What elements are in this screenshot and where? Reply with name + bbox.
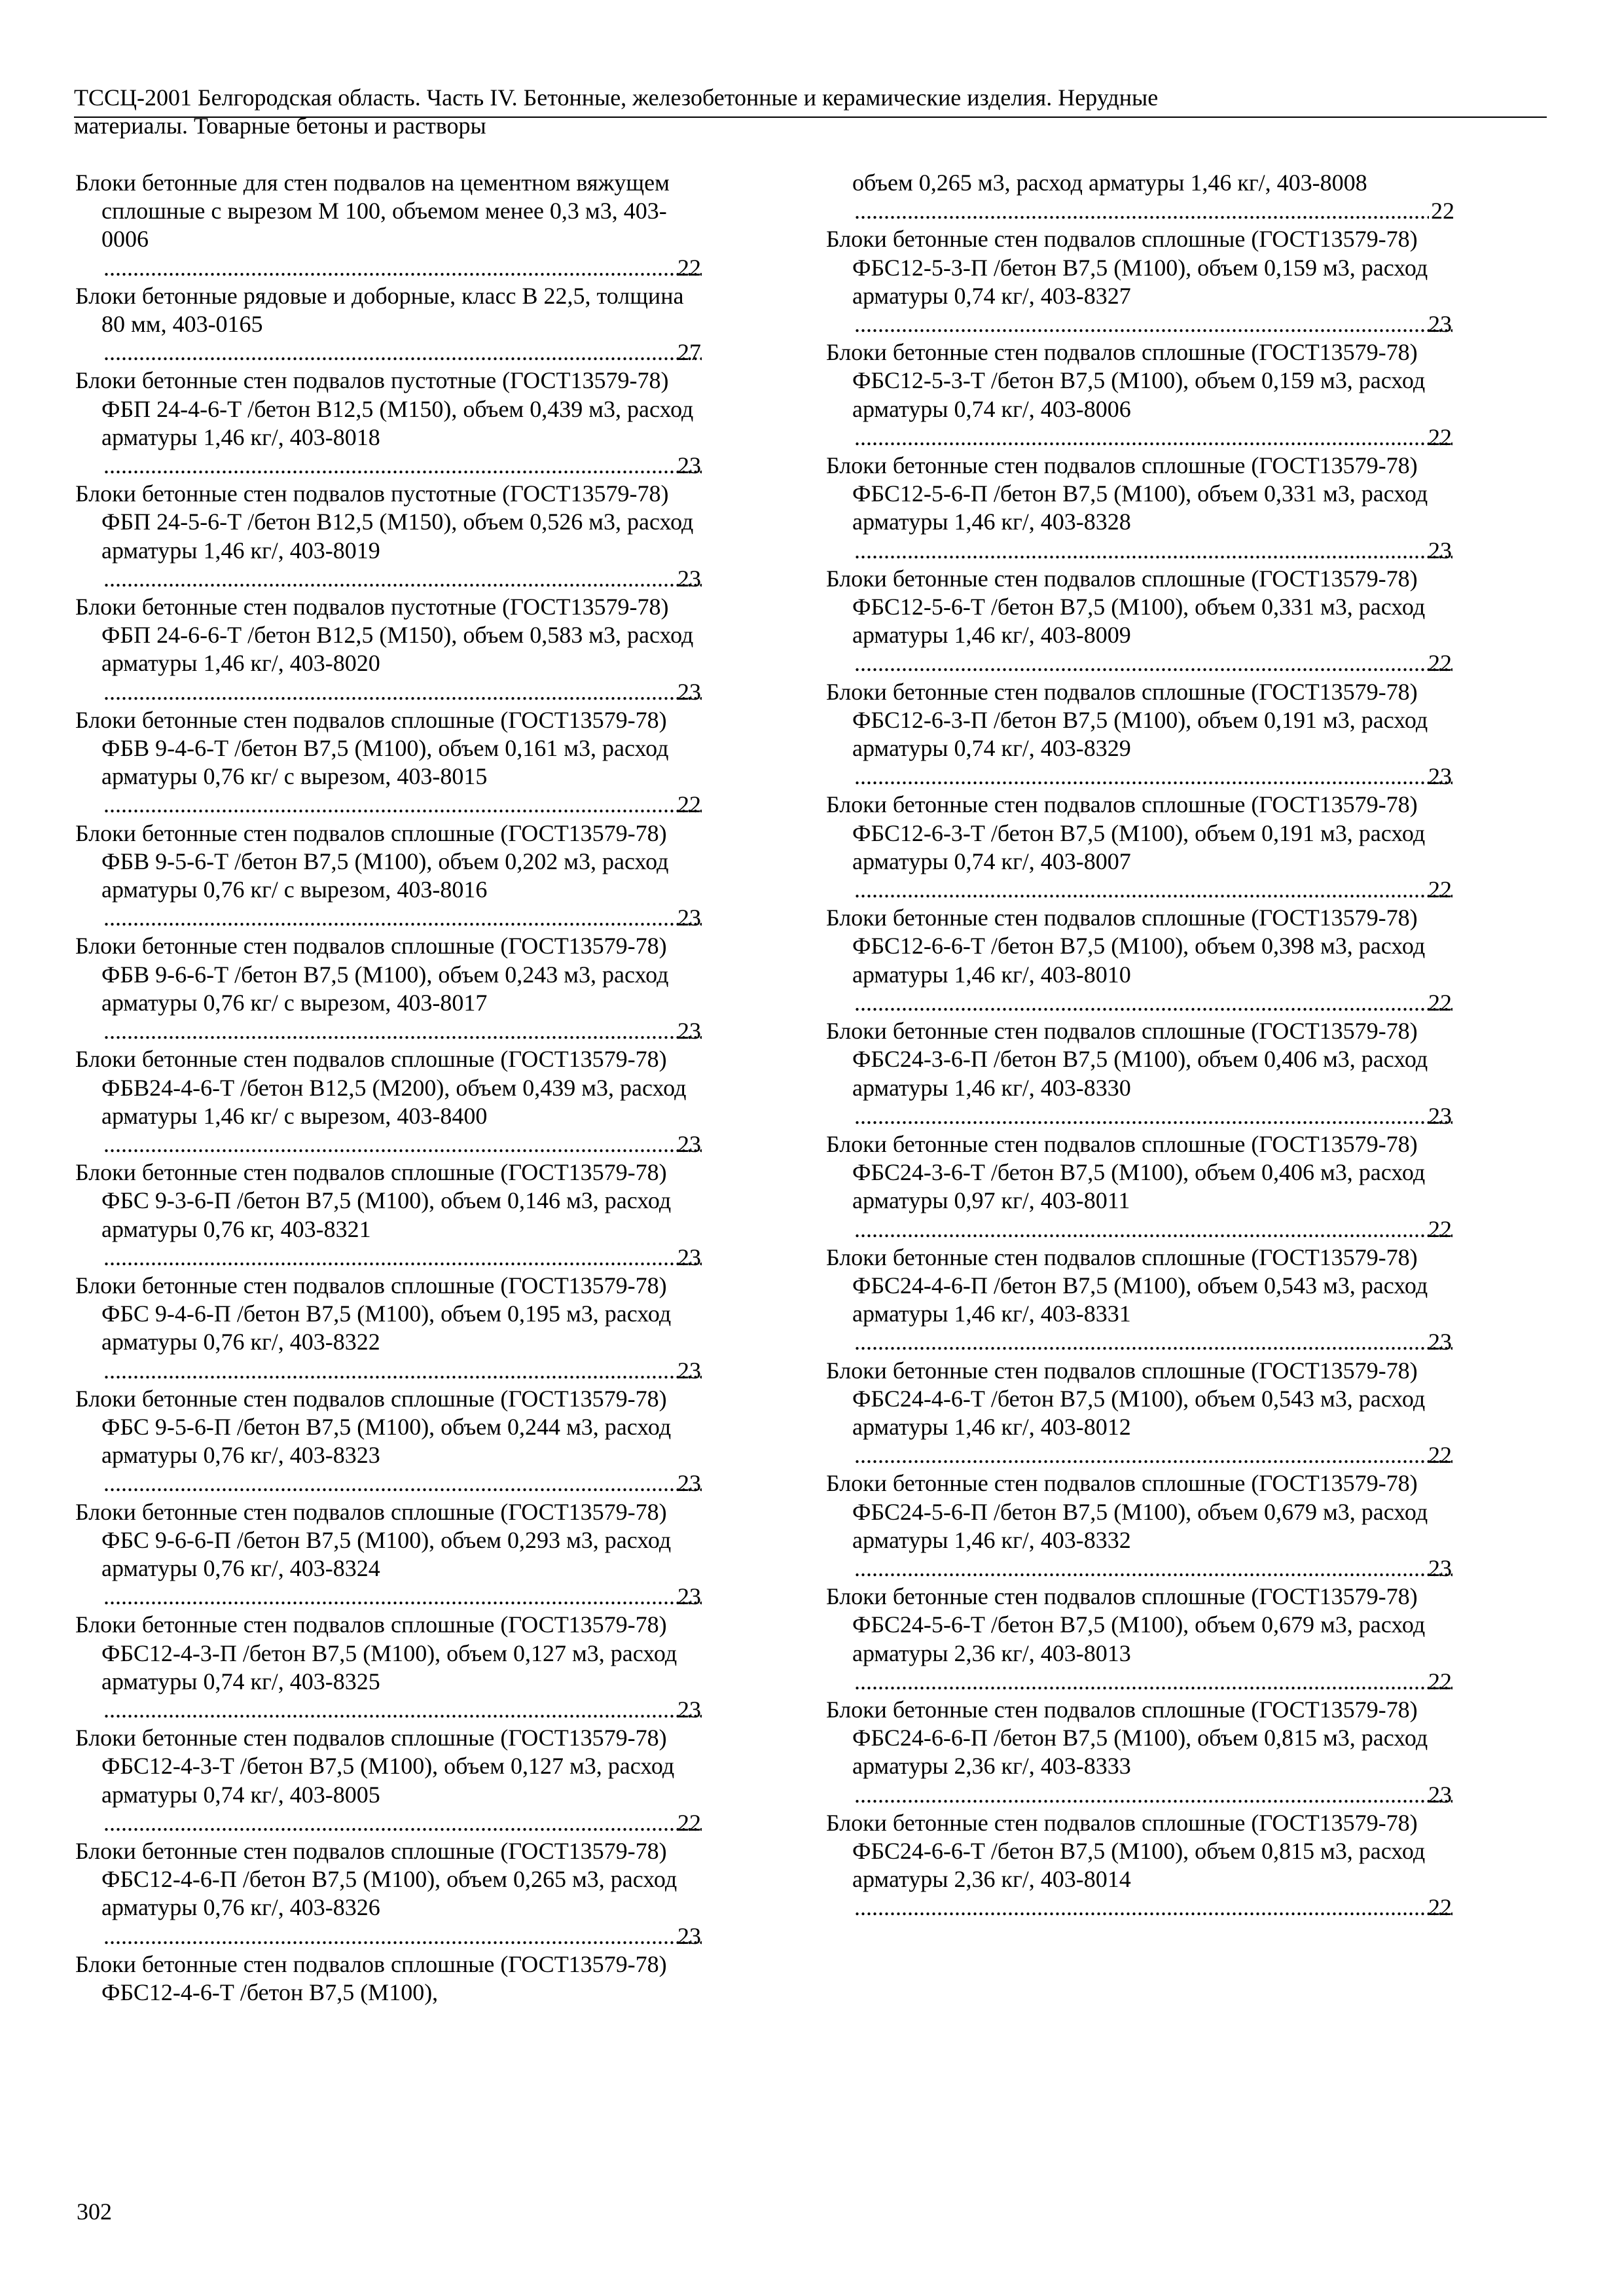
- entry-text: Блоки бетонные стен подвалов сплошные (ГОСТ13579-78) ФБС24-5-6-П /бетон В7,5 (М100), объем 0,679 м3, расход арматуры 1,46 кг/, 403-8332: [826, 1470, 1428, 1553]
- entry-leader: ..... 22: [101, 254, 704, 282]
- entry-text: объем 0,265 м3, расход арматуры 1,46 кг/, 403-8008: [852, 170, 1367, 196]
- index-entry: [826, 1809, 1454, 1922]
- index-entry: [75, 1950, 704, 2007]
- index-entry: [826, 791, 1454, 904]
- index-entry: [75, 282, 704, 367]
- index-entry: [826, 1130, 1454, 1244]
- index-entry: [826, 904, 1454, 1017]
- entry-leader: ..... 22: [852, 649, 1454, 677]
- entry-leader: ..... 22: [852, 423, 1454, 452]
- index-entry: [826, 1583, 1454, 1696]
- entry-text: Блоки бетонные стен подвалов сплошные (ГОСТ13579-78) ФБС 9-5-6-П /бетон В7,5 (М100), объем 0,244 м3, расход арматуры 0,76 кг/, 403-8323: [75, 1385, 672, 1469]
- index-entry: [75, 169, 704, 282]
- index-entry: [826, 452, 1454, 565]
- leader-dots: [103, 1244, 702, 1272]
- leader-dots: [103, 1130, 702, 1158]
- leader-dots: [103, 678, 702, 706]
- index-entry: [826, 225, 1454, 338]
- entry-leader: ..... 23: [852, 762, 1454, 791]
- leader-dots: [854, 989, 1453, 1017]
- leader-dots: [103, 565, 702, 593]
- entry-leader: ..... 23: [101, 1922, 704, 1950]
- leader-dots: [103, 1017, 702, 1045]
- running-header: [74, 84, 1547, 140]
- entry-text: Блоки бетонные стен подвалов сплошные (ГОСТ13579-78) ФБС12-6-3-Т /бетон В7,5 (М100), объем 0,191 м3, расход арматуры 0,74 кг/, 403-8007: [826, 791, 1426, 874]
- index-entry: [826, 1469, 1454, 1583]
- entry-text: Блоки бетонные стен подвалов сплошные (ГОСТ13579-78) ФБС12-5-6-П /бетон В7,5 (М100), объем 0,331 м3, расход арматуры 1,46 кг/, 403-8328: [826, 452, 1428, 535]
- entry-leader: ..... 23: [101, 1130, 704, 1158]
- entry-text: Блоки бетонные стен подвалов сплошные (ГОСТ13579-78) ФБС12-5-3-П /бетон В7,5 (М100), объем 0,159 м3, расход арматуры 0,74 кг/, 403-8327: [826, 226, 1428, 309]
- entry-leader: ..... 23: [852, 537, 1454, 565]
- entry-leader: ..... 22: [852, 1215, 1454, 1244]
- entry-text: Блоки бетонные стен подвалов сплошные (ГОСТ13579-78) ФБС24-6-6-П /бетон В7,5 (М100), объем 0,815 м3, расход арматуры 2,36 кг/, 403-8333: [826, 1696, 1428, 1780]
- entry-text: Блоки бетонные стен подвалов сплошные (ГОСТ13579-78) ФБС12-4-3-Т /бетон В7,5 (М100), объем 0,127 м3, расход арматуры 0,74 кг/, 403-8005: [75, 1725, 675, 1808]
- index-entry: [75, 1272, 704, 1385]
- entry-text: Блоки бетонные стен подвалов пустотные (ГОСТ13579-78) ФБП 24-4-6-Т /бетон В12,5 (М150), объем 0,439 м3, расход арматуры 1,46 кг/, 403-8018: [75, 367, 694, 450]
- index-entry: [75, 1498, 704, 1611]
- leader-dots: [854, 423, 1453, 452]
- index-entry: [826, 338, 1454, 452]
- entry-text: Блоки бетонные стен подвалов сплошные (ГОСТ13579-78) ФБС12-4-6-Т /бетон В7,5 (М100),: [75, 1950, 667, 2005]
- index-entry: [75, 1385, 704, 1498]
- entry-leader: ..... 23: [101, 1696, 704, 1724]
- leader-dots: [103, 1469, 702, 1498]
- leader-dots: [103, 1922, 702, 1950]
- entry-leader: ..... 22: [852, 989, 1454, 1017]
- entry-leader: ..... 22: [852, 1893, 1454, 1922]
- index-entry: [826, 1244, 1454, 1357]
- entry-text: Блоки бетонные стен подвалов сплошные (ГОСТ13579-78) ФБС 9-6-6-П /бетон В7,5 (М100), объем 0,293 м3, расход арматуры 0,76 кг/, 403-8324: [75, 1498, 672, 1581]
- index-entry: [75, 593, 704, 706]
- entry-leader: ..... 23: [101, 1244, 704, 1272]
- leader-dots: [103, 904, 702, 932]
- leader-dots: [854, 197, 1429, 225]
- index-entry: [826, 678, 1454, 791]
- leader-dots: [854, 1554, 1453, 1583]
- entry-leader: ..... 23: [852, 310, 1454, 338]
- entry-text: Блоки бетонные стен подвалов сплошные (ГОСТ13579-78) ФБС24-4-6-П /бетон В7,5 (М100), объем 0,543 м3, расход арматуры 1,46 кг/, 403-8331: [826, 1244, 1428, 1327]
- entry-text: Блоки бетонные стен подвалов сплошные (ГОСТ13579-78) ФБВ 9-5-6-Т /бетон В7,5 (М100), объем 0,202 м3, расход арматуры 0,76 кг/ с вырезом, 403-8016: [75, 819, 669, 903]
- index-entry: [75, 932, 704, 1045]
- header-rule: [74, 117, 1547, 118]
- index-entry: [826, 1017, 1454, 1130]
- index-entry: [75, 480, 704, 593]
- index-entry: [75, 1724, 704, 1837]
- entry-leader: ..... 23: [852, 1781, 1454, 1809]
- entry-text: Блоки бетонные стен подвалов сплошные (ГОСТ13579-78) ФБС 9-4-6-П /бетон В7,5 (М100), объем 0,195 м3, расход арматуры 0,76 кг/, 403-8322: [75, 1272, 672, 1355]
- entry-text: Блоки бетонные стен подвалов сплошные (ГОСТ13579-78) ФБС12-5-3-Т /бетон В7,5 (М100), объем 0,159 м3, расход арматуры 0,74 кг/, 403-8006: [826, 339, 1426, 422]
- leader-dots: [854, 876, 1453, 904]
- entry-leader: ..... 22: [101, 791, 704, 819]
- entry-text: Блоки бетонные стен подвалов пустотные (ГОСТ13579-78) ФБП 24-5-6-Т /бетон В12,5 (М150), объем 0,526 м3, расход арматуры 1,46 кг/, 403-8019: [75, 480, 694, 564]
- entry-text: Блоки бетонные стен подвалов сплошные (ГОСТ13579-78) ФБС24-3-6-П /бетон В7,5 (М100), объем 0,406 м3, расход арматуры 1,46 кг/, 403-8330: [826, 1018, 1428, 1101]
- entry-text: Блоки бетонные рядовые и доборные, класс В 22,5, толщина 80 мм, 403-0165: [75, 282, 684, 338]
- leader-dots: [103, 1583, 702, 1611]
- entry-leader: ..... 22: [852, 876, 1454, 904]
- entry-text: Блоки бетонные стен подвалов сплошные (ГОСТ13579-78) ФБС 9-3-6-П /бетон В7,5 (М100), объем 0,146 м3, расход арматуры 0,76 кг, 403-8321: [75, 1159, 672, 1242]
- entry-text: Блоки бетонные стен подвалов сплошные (ГОСТ13579-78) ФБВ 9-4-6-Т /бетон В7,5 (М100), объем 0,161 м3, расход арматуры 0,76 кг/ с вырезом, 403-8015: [75, 706, 669, 790]
- entry-leader: ..... 23: [852, 1328, 1454, 1356]
- index-entry: [826, 1696, 1454, 1809]
- leader-dots: [854, 310, 1453, 338]
- leader-dots: [854, 649, 1453, 677]
- leader-dots: [103, 452, 702, 480]
- index-column-right: [826, 169, 1454, 1922]
- entry-leader: ..... 23: [101, 452, 704, 480]
- entry-leader: ..... 22: [852, 1668, 1454, 1696]
- entry-leader: ..... 23: [101, 1017, 704, 1045]
- leader-dots: [854, 537, 1453, 565]
- index-entry: [75, 1045, 704, 1158]
- entry-leader: ..... 23: [101, 1583, 704, 1611]
- index-column-left: [75, 169, 704, 2007]
- leader-dots: [854, 1668, 1453, 1696]
- leader-dots: [103, 1357, 702, 1385]
- leader-dots: [854, 1102, 1453, 1130]
- entry-text: Блоки бетонные стен подвалов сплошные (ГОСТ13579-78) ФБС24-5-6-Т /бетон В7,5 (М100), объем 0,679 м3, расход арматуры 2,36 кг/, 403-8013: [826, 1583, 1426, 1666]
- page-number: 302: [77, 2198, 112, 2225]
- entry-text: Блоки бетонные стен подвалов пустотные (ГОСТ13579-78) ФБП 24-6-6-Т /бетон В12,5 (М150), объем 0,583 м3, расход арматуры 1,46 кг/, 403-8020: [75, 594, 694, 677]
- entry-text: Блоки бетонные стен подвалов сплошные (ГОСТ13579-78) ФБС12-6-3-П /бетон В7,5 (М100), объем 0,191 м3, расход арматуры 0,74 кг/, 403-8329: [826, 678, 1428, 762]
- entry-leader: ..... 22: [852, 1441, 1454, 1469]
- index-entry: [826, 169, 1454, 225]
- entry-text: Блоки бетонные стен подвалов сплошные (ГОСТ13579-78) ФБВ 9-6-6-Т /бетон В7,5 (М100), объем 0,243 м3, расход арматуры 0,76 кг/ с вырезом, 403-8017: [75, 933, 669, 1016]
- entry-leader: ..... 23: [101, 565, 704, 593]
- entry-text: Блоки бетонные стен подвалов сплошные (ГОСТ13579-78) ФБС12-5-6-Т /бетон В7,5 (М100), объем 0,331 м3, расход арматуры 1,46 кг/, 403-8009: [826, 565, 1426, 649]
- leader-dots: [103, 791, 702, 819]
- entry-text: Блоки бетонные стен подвалов сплошные (ГОСТ13579-78) ФБС12-4-6-П /бетон В7,5 (М100), объем 0,265 м3, расход арматуры 0,76 кг/, 403-8326: [75, 1837, 677, 1921]
- index-entry: [75, 706, 704, 819]
- entry-leader: ..... 23: [101, 904, 704, 932]
- leader-dots: [854, 1328, 1453, 1356]
- leader-dots: [854, 1781, 1453, 1809]
- index-entry: [75, 819, 704, 933]
- leader-dots: [854, 1441, 1453, 1469]
- leader-dots: [103, 1809, 702, 1837]
- index-entry: [75, 1837, 704, 1950]
- index-entry: [75, 1158, 704, 1272]
- entry-text: Блоки бетонные стен подвалов сплошные (ГОСТ13579-78) ФБС12-6-6-Т /бетон В7,5 (М100), объем 0,398 м3, расход арматуры 1,46 кг/, 403-8010: [826, 905, 1426, 988]
- entry-text: Блоки бетонные стен подвалов сплошные (ГОСТ13579-78) ФБВ24-4-6-Т /бетон В12,5 (М200), объем 0,439 м3, расход арматуры 1,46 кг/ с вырезом, 403-8400: [75, 1046, 687, 1129]
- index-entry: [826, 1357, 1454, 1470]
- entry-leader: ..... 23: [101, 1469, 704, 1498]
- header-line-2: материалы. Товарные бетоны и растворы: [74, 113, 486, 139]
- leader-dots: [854, 1893, 1453, 1922]
- index-entry: [75, 1611, 704, 1724]
- entry-leader: ..... 23: [852, 1554, 1454, 1583]
- index-entry: [826, 565, 1454, 678]
- entry-page-number: 22: [1431, 198, 1454, 224]
- entry-leader: ..... 23: [101, 678, 704, 706]
- header-line-1: ТССЦ-2001 Белгородская область. Часть IV. Бетонные, железобетонные и керамические изделия. Нерудные: [74, 84, 1159, 111]
- entry-leader: [852, 197, 1454, 225]
- leader-dots: [854, 1215, 1453, 1244]
- entry-text: Блоки бетонные стен подвалов сплошные (ГОСТ13579-78) ФБС24-4-6-Т /бетон В7,5 (М100), объем 0,543 м3, расход арматуры 1,46 кг/, 403-8012: [826, 1357, 1426, 1440]
- leader-dots: [854, 762, 1453, 791]
- entry-text: Блоки бетонные для стен подвалов на цементном вяжущем сплошные с вырезом М 100, объемом менее 0,3 м3, 403-0006: [75, 170, 670, 253]
- entry-text: Блоки бетонные стен подвалов сплошные (ГОСТ13579-78) ФБС24-6-6-Т /бетон В7,5 (М100), объем 0,815 м3, расход арматуры 2,36 кг/, 403-8014: [826, 1809, 1426, 1893]
- entry-leader: ..... 23: [101, 1357, 704, 1385]
- entry-leader: ..... 27: [101, 338, 704, 367]
- entry-text: Блоки бетонные стен подвалов сплошные (ГОСТ13579-78) ФБС12-4-3-П /бетон В7,5 (М100), объем 0,127 м3, расход арматуры 0,74 кг/, 403-8325: [75, 1611, 677, 1695]
- entry-leader: ..... 23: [852, 1102, 1454, 1130]
- leader-dots: [103, 338, 702, 367]
- leader-dots: [103, 254, 702, 282]
- entry-text: Блоки бетонные стен подвалов сплошные (ГОСТ13579-78) ФБС24-3-6-Т /бетон В7,5 (М100), объем 0,406 м3, расход арматуры 0,97 кг/, 403-8011: [826, 1130, 1426, 1214]
- entry-leader: ..... 22: [101, 1809, 704, 1837]
- index-entry: [75, 367, 704, 480]
- leader-dots: [103, 1696, 702, 1724]
